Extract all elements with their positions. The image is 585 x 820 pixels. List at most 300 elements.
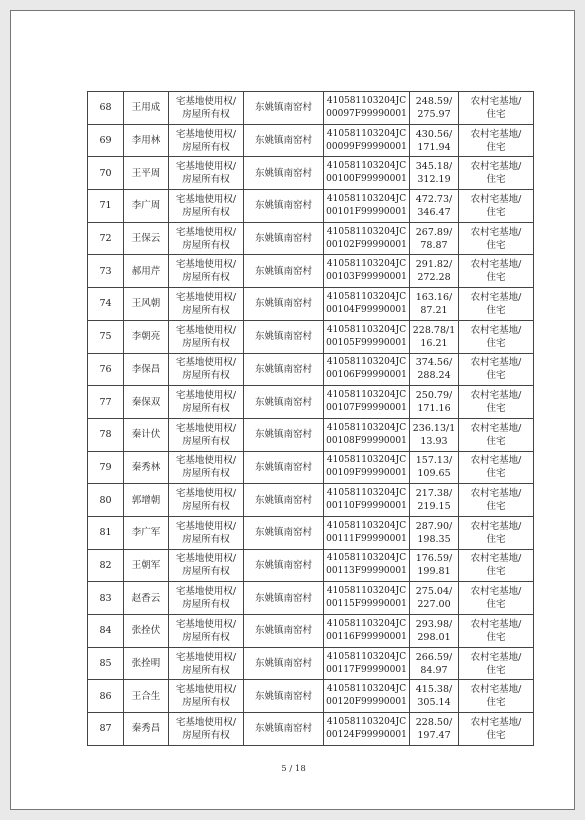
land-use-cell-line: 住宅 — [486, 370, 506, 382]
location-cell: 东姚镇南窑村 — [244, 353, 324, 386]
row-number-cell: 84 — [88, 615, 124, 648]
page-number: 5 / 18 — [281, 764, 306, 774]
parcel-code-cell-line: 00111F99990001 — [326, 533, 407, 544]
land-use-cell-line: 农村宅基地/ — [470, 95, 522, 107]
parcel-code-cell — [324, 288, 410, 321]
location-cell: 东姚镇南窑村 — [244, 92, 324, 125]
owner-name-cell: 郝用芹 — [124, 255, 169, 288]
right-type-cell — [169, 615, 244, 648]
row-number-cell: 69 — [88, 124, 124, 157]
table-row — [88, 549, 534, 582]
area-cell-line: 415.38/ — [415, 684, 453, 696]
right-type-cell-line: 房屋所有权 — [182, 501, 230, 513]
row-number-cell: 68 — [88, 92, 124, 125]
table-row — [88, 353, 534, 386]
land-use-cell — [459, 713, 534, 746]
parcel-code-cell — [324, 680, 410, 713]
land-use-cell-line: 农村宅基地/ — [470, 488, 522, 500]
land-use-cell — [459, 418, 534, 451]
row-number-cell: 83 — [88, 582, 124, 615]
land-use-cell — [459, 255, 534, 288]
table-row — [88, 451, 534, 484]
parcel-code-cell-line: 410581103204JC — [326, 95, 407, 106]
row-number-cell: 87 — [88, 713, 124, 746]
right-type-cell — [169, 451, 244, 484]
area-cell-line: 163.16/ — [415, 291, 453, 303]
land-use-cell — [459, 320, 534, 353]
area-cell — [410, 516, 459, 549]
land-use-cell-line: 住宅 — [486, 337, 506, 349]
area-cell-line: 248.59/ — [415, 95, 453, 107]
location-cell: 东姚镇南窑村 — [244, 157, 324, 190]
land-use-cell — [459, 680, 534, 713]
area-cell — [410, 582, 459, 615]
land-use-cell-line: 农村宅基地/ — [470, 291, 522, 303]
right-type-cell — [169, 386, 244, 419]
area-cell — [410, 124, 459, 157]
area-cell-line: 305.14 — [417, 697, 451, 709]
owner-name-cell: 李广军 — [124, 516, 169, 549]
owner-name-cell: 王用成 — [124, 92, 169, 125]
right-type-cell — [169, 418, 244, 451]
parcel-code-cell — [324, 549, 410, 582]
right-type-cell-line: 房屋所有权 — [182, 206, 230, 218]
owner-name-cell: 李朝亮 — [124, 320, 169, 353]
owner-name-cell: 郭增朝 — [124, 484, 169, 517]
right-type-cell — [169, 647, 244, 680]
owner-name-cell: 李保昌 — [124, 353, 169, 386]
land-use-cell-line: 住宅 — [486, 729, 506, 741]
land-use-cell-line: 住宅 — [486, 468, 506, 480]
land-use-cell — [459, 386, 534, 419]
area-cell — [410, 255, 459, 288]
row-number-cell: 76 — [88, 353, 124, 386]
row-number-cell: 86 — [88, 680, 124, 713]
right-type-cell-line: 房屋所有权 — [182, 304, 230, 316]
land-use-cell — [459, 353, 534, 386]
parcel-code-cell-line: 410581103204JC — [326, 586, 407, 597]
area-cell-line: 198.35 — [417, 533, 451, 545]
land-use-cell — [459, 124, 534, 157]
right-type-cell-line: 宅基地使用权/ — [175, 488, 237, 500]
owner-name-cell: 张拴明 — [124, 647, 169, 680]
land-use-cell-line: 农村宅基地/ — [470, 357, 522, 369]
area-cell — [410, 647, 459, 680]
parcel-code-cell — [324, 615, 410, 648]
parcel-code-cell-line: 00108F99990001 — [326, 435, 407, 446]
parcel-code-cell-line: 00104F99990001 — [326, 304, 407, 315]
location-cell: 东姚镇南窑村 — [244, 124, 324, 157]
parcel-code-cell-line: 00107F99990001 — [326, 403, 407, 414]
area-cell — [410, 418, 459, 451]
right-type-cell — [169, 124, 244, 157]
land-use-cell-line: 住宅 — [486, 108, 506, 120]
right-type-cell-line: 宅基地使用权/ — [175, 226, 237, 238]
right-type-cell — [169, 582, 244, 615]
area-cell-line: 250.79/ — [415, 390, 453, 402]
land-use-cell-line: 住宅 — [486, 566, 506, 578]
land-use-cell — [459, 157, 534, 190]
row-number-cell: 73 — [88, 255, 124, 288]
land-use-cell-line: 住宅 — [486, 533, 506, 545]
parcel-code-cell-line: 00101F99990001 — [326, 206, 407, 217]
table-row — [88, 92, 534, 125]
area-cell — [410, 451, 459, 484]
area-cell-line: 109.65 — [417, 468, 451, 480]
parcel-code-cell-line: 410581103204JC — [326, 390, 407, 401]
right-type-cell — [169, 222, 244, 255]
parcel-code-cell-line: 410581103204JC — [326, 716, 407, 727]
right-type-cell-line: 宅基地使用权/ — [175, 422, 237, 434]
land-use-cell-line: 农村宅基地/ — [470, 390, 522, 402]
right-type-cell — [169, 713, 244, 746]
parcel-code-cell — [324, 451, 410, 484]
land-use-cell-line: 农村宅基地/ — [470, 161, 522, 173]
right-type-cell — [169, 516, 244, 549]
area-cell-line: 84.97 — [420, 664, 448, 676]
row-number-cell: 77 — [88, 386, 124, 419]
table-row — [88, 157, 534, 190]
right-type-cell-line: 宅基地使用权/ — [175, 651, 237, 663]
parcel-code-cell — [324, 484, 410, 517]
area-cell-line: 298.01 — [417, 631, 451, 643]
parcel-code-cell-line: 00099F99990001 — [326, 141, 407, 152]
area-cell-line: 87.21 — [420, 304, 448, 316]
owner-name-cell: 王朝军 — [124, 549, 169, 582]
right-type-cell — [169, 288, 244, 321]
parcel-code-cell-line: 410581103204JC — [326, 618, 407, 629]
parcel-code-cell-line: 00117F99990001 — [326, 664, 407, 675]
right-type-cell-line: 宅基地使用权/ — [175, 455, 237, 467]
land-use-cell-line: 农村宅基地/ — [470, 520, 522, 532]
parcel-code-cell — [324, 255, 410, 288]
area-cell — [410, 190, 459, 223]
right-type-cell-line: 房屋所有权 — [182, 239, 230, 251]
right-type-cell-line: 房屋所有权 — [182, 174, 230, 186]
area-cell-line: 176.59/ — [415, 553, 453, 565]
right-type-cell-line: 宅基地使用权/ — [175, 161, 237, 173]
parcel-code-cell-line: 410581103204JC — [326, 553, 407, 564]
land-use-cell — [459, 190, 534, 223]
land-use-cell-line: 住宅 — [486, 501, 506, 513]
right-type-cell — [169, 680, 244, 713]
parcel-code-cell-line: 00100F99990001 — [326, 174, 407, 185]
parcel-code-cell-line: 410581103204JC — [326, 161, 407, 172]
area-cell-line: 197.47 — [417, 729, 451, 741]
parcel-code-cell — [324, 516, 410, 549]
right-type-cell-line: 房屋所有权 — [182, 664, 230, 676]
owner-name-cell: 秦保双 — [124, 386, 169, 419]
area-cell-line: 346.47 — [417, 206, 451, 218]
area-cell-line: 171.94 — [417, 141, 451, 153]
area-cell-line: 157.13/ — [415, 455, 453, 467]
right-type-cell-line: 房屋所有权 — [182, 370, 230, 382]
area-cell-line: 13.93 — [420, 435, 448, 447]
parcel-code-cell-line: 00102F99990001 — [326, 239, 407, 250]
right-type-cell-line: 房屋所有权 — [182, 435, 230, 447]
land-use-cell — [459, 92, 534, 125]
right-type-cell-line: 房屋所有权 — [182, 729, 230, 741]
area-cell-line: 374.56/ — [415, 357, 453, 369]
parcel-code-cell-line: 00115F99990001 — [326, 599, 407, 610]
right-type-cell — [169, 484, 244, 517]
parcel-code-cell-line: 410581103204JC — [326, 357, 407, 368]
table-row — [88, 190, 534, 223]
parcel-code-cell-line: 00097F99990001 — [326, 108, 407, 119]
location-cell: 东姚镇南窑村 — [244, 713, 324, 746]
land-use-cell — [459, 484, 534, 517]
area-cell — [410, 222, 459, 255]
area-cell-line: 199.81 — [417, 566, 451, 578]
parcel-code-cell-line: 00106F99990001 — [326, 370, 407, 381]
area-cell-line: 291.82/ — [415, 259, 453, 271]
land-use-cell-line: 农村宅基地/ — [470, 618, 522, 630]
location-cell: 东姚镇南窑村 — [244, 288, 324, 321]
parcel-code-cell — [324, 582, 410, 615]
table-row — [88, 222, 534, 255]
land-use-cell — [459, 516, 534, 549]
area-cell — [410, 288, 459, 321]
area-cell-line: 293.98/ — [415, 618, 453, 630]
land-use-cell-line: 农村宅基地/ — [470, 586, 522, 598]
parcel-code-cell-line: 410581103204JC — [326, 226, 407, 237]
area-cell-line: 171.16 — [417, 403, 451, 415]
table-row — [88, 418, 534, 451]
right-type-cell — [169, 320, 244, 353]
area-cell — [410, 320, 459, 353]
row-number-cell: 79 — [88, 451, 124, 484]
right-type-cell — [169, 190, 244, 223]
parcel-code-cell-line: 00109F99990001 — [326, 468, 407, 479]
table-row — [88, 288, 534, 321]
row-number-cell: 71 — [88, 190, 124, 223]
parcel-code-cell-line: 00116F99990001 — [326, 631, 407, 642]
row-number-cell: 80 — [88, 484, 124, 517]
area-cell — [410, 484, 459, 517]
area-cell — [410, 615, 459, 648]
location-cell: 东姚镇南窑村 — [244, 190, 324, 223]
right-type-cell-line: 宅基地使用权/ — [175, 390, 237, 402]
row-number-cell: 82 — [88, 549, 124, 582]
land-use-cell-line: 农村宅基地/ — [470, 651, 522, 663]
parcel-code-cell-line: 410581103204JC — [326, 684, 407, 695]
right-type-cell — [169, 92, 244, 125]
land-use-cell-line: 住宅 — [486, 435, 506, 447]
table-row — [88, 320, 534, 353]
table-row — [88, 255, 534, 288]
table-body — [88, 92, 534, 746]
owner-name-cell: 秦计伏 — [124, 418, 169, 451]
table-row — [88, 680, 534, 713]
area-cell-line: 472.73/ — [415, 193, 453, 205]
location-cell: 东姚镇南窑村 — [244, 549, 324, 582]
right-type-cell-line: 宅基地使用权/ — [175, 128, 237, 140]
table-row — [88, 582, 534, 615]
parcel-code-cell-line: 00110F99990001 — [326, 501, 407, 512]
area-cell-line: 16.21 — [420, 337, 448, 349]
area-cell-line: 272.28 — [417, 272, 451, 284]
right-type-cell-line: 宅基地使用权/ — [175, 357, 237, 369]
table-row — [88, 386, 534, 419]
parcel-code-cell-line: 410581103204JC — [326, 259, 407, 270]
parcel-code-cell — [324, 647, 410, 680]
land-use-cell-line: 住宅 — [486, 272, 506, 284]
table-row — [88, 647, 534, 680]
right-type-cell — [169, 255, 244, 288]
area-cell — [410, 713, 459, 746]
parcel-code-cell — [324, 353, 410, 386]
location-cell: 东姚镇南窑村 — [244, 582, 324, 615]
location-cell: 东姚镇南窑村 — [244, 418, 324, 451]
location-cell: 东姚镇南窑村 — [244, 647, 324, 680]
table-row — [88, 615, 534, 648]
parcel-code-cell-line: 410581103204JC — [326, 455, 407, 466]
area-cell-line: 312.19 — [417, 174, 451, 186]
area-cell-line: 275.97 — [417, 108, 451, 120]
owner-name-cell: 张拴伏 — [124, 615, 169, 648]
parcel-code-cell — [324, 222, 410, 255]
land-use-cell-line: 住宅 — [486, 206, 506, 218]
right-type-cell-line: 房屋所有权 — [182, 468, 230, 480]
area-cell-line: 345.18/ — [415, 161, 453, 173]
land-use-cell-line: 农村宅基地/ — [470, 716, 522, 728]
parcel-code-cell — [324, 92, 410, 125]
owner-name-cell: 李用林 — [124, 124, 169, 157]
parcel-code-cell-line: 410581103204JC — [326, 488, 407, 499]
right-type-cell — [169, 157, 244, 190]
row-number-cell: 85 — [88, 647, 124, 680]
owner-name-cell: 王平周 — [124, 157, 169, 190]
parcel-code-cell-line: 410581103204JC — [326, 324, 407, 335]
area-cell-line: 219.15 — [417, 501, 451, 513]
area-cell-line: 430.56/ — [415, 128, 453, 140]
right-type-cell-line: 宅基地使用权/ — [175, 586, 237, 598]
land-use-cell-line: 农村宅基地/ — [470, 455, 522, 467]
right-type-cell-line: 房屋所有权 — [182, 566, 230, 578]
land-use-cell-line: 住宅 — [486, 304, 506, 316]
area-cell-line: 236.13/1 — [412, 422, 456, 434]
table-row — [88, 713, 534, 746]
owner-name-cell: 王风朝 — [124, 288, 169, 321]
area-cell-line: 217.38/ — [415, 488, 453, 500]
land-use-cell-line: 住宅 — [486, 403, 506, 415]
right-type-cell-line: 宅基地使用权/ — [175, 291, 237, 303]
row-number-cell: 75 — [88, 320, 124, 353]
right-type-cell-line: 宅基地使用权/ — [175, 520, 237, 532]
land-use-cell-line: 农村宅基地/ — [470, 259, 522, 271]
document-page — [10, 10, 575, 810]
area-cell — [410, 680, 459, 713]
land-use-cell-line: 住宅 — [486, 599, 506, 611]
right-type-cell-line: 宅基地使用权/ — [175, 95, 237, 107]
parcel-code-cell-line: 00103F99990001 — [326, 272, 407, 283]
parcel-code-cell-line: 410581103204JC — [326, 520, 407, 531]
land-use-cell — [459, 647, 534, 680]
owner-name-cell: 赵香云 — [124, 582, 169, 615]
right-type-cell-line: 房屋所有权 — [182, 631, 230, 643]
parcel-code-cell — [324, 418, 410, 451]
land-use-cell-line: 住宅 — [486, 664, 506, 676]
area-cell — [410, 157, 459, 190]
row-number-cell: 74 — [88, 288, 124, 321]
right-type-cell-line: 房屋所有权 — [182, 403, 230, 415]
land-use-cell-line: 农村宅基地/ — [470, 226, 522, 238]
right-type-cell-line: 房屋所有权 — [182, 141, 230, 153]
right-type-cell-line: 房屋所有权 — [182, 599, 230, 611]
right-type-cell-line: 宅基地使用权/ — [175, 684, 237, 696]
land-use-cell-line: 农村宅基地/ — [470, 193, 522, 205]
row-number-cell: 72 — [88, 222, 124, 255]
land-use-cell-line: 农村宅基地/ — [470, 128, 522, 140]
parcel-code-cell — [324, 124, 410, 157]
parcel-code-cell — [324, 190, 410, 223]
row-number-cell: 70 — [88, 157, 124, 190]
land-use-cell-line: 住宅 — [486, 141, 506, 153]
area-cell-line: 287.90/ — [415, 520, 453, 532]
right-type-cell-line: 房屋所有权 — [182, 337, 230, 349]
land-use-cell — [459, 549, 534, 582]
land-use-cell — [459, 451, 534, 484]
right-type-cell-line: 宅基地使用权/ — [175, 193, 237, 205]
location-cell: 东姚镇南窑村 — [244, 615, 324, 648]
area-cell-line: 267.89/ — [415, 226, 453, 238]
parcel-code-cell — [324, 157, 410, 190]
land-use-cell-line: 住宅 — [486, 239, 506, 251]
land-use-cell — [459, 615, 534, 648]
land-use-cell-line: 住宅 — [486, 174, 506, 186]
land-use-cell-line: 农村宅基地/ — [470, 422, 522, 434]
area-cell — [410, 92, 459, 125]
area-cell-line: 228.50/ — [415, 716, 453, 728]
area-cell-line: 227.00 — [417, 599, 451, 611]
parcel-code-cell-line: 410581103204JC — [326, 651, 407, 662]
table-row — [88, 124, 534, 157]
right-type-cell — [169, 549, 244, 582]
table-row — [88, 484, 534, 517]
right-type-cell-line: 房屋所有权 — [182, 697, 230, 709]
location-cell: 东姚镇南窑村 — [244, 451, 324, 484]
location-cell: 东姚镇南窑村 — [244, 255, 324, 288]
area-cell-line: 228.78/1 — [412, 324, 456, 336]
parcel-code-cell — [324, 320, 410, 353]
right-type-cell-line: 房屋所有权 — [182, 272, 230, 284]
location-cell: 东姚镇南窑村 — [244, 222, 324, 255]
location-cell: 东姚镇南窑村 — [244, 680, 324, 713]
right-type-cell-line: 宅基地使用权/ — [175, 259, 237, 271]
parcel-code-cell-line: 410581103204JC — [326, 422, 407, 433]
row-number-cell: 81 — [88, 516, 124, 549]
right-type-cell-line: 宅基地使用权/ — [175, 716, 237, 728]
row-number-cell: 78 — [88, 418, 124, 451]
land-use-cell — [459, 222, 534, 255]
right-type-cell-line: 房屋所有权 — [182, 108, 230, 120]
land-use-cell — [459, 288, 534, 321]
area-cell-line: 288.24 — [417, 370, 451, 382]
parcel-code-cell — [324, 713, 410, 746]
registration-table — [87, 91, 534, 746]
parcel-code-cell-line: 00120F99990001 — [326, 697, 407, 708]
parcel-code-cell-line: 410581103204JC — [326, 291, 407, 302]
parcel-code-cell-line: 410581103204JC — [326, 128, 407, 139]
land-use-cell-line: 农村宅基地/ — [470, 684, 522, 696]
owner-name-cell: 王合生 — [124, 680, 169, 713]
area-cell-line: 275.04/ — [415, 586, 453, 598]
parcel-code-cell-line: 00113F99990001 — [326, 566, 407, 577]
land-use-cell-line: 农村宅基地/ — [470, 553, 522, 565]
right-type-cell-line: 宅基地使用权/ — [175, 553, 237, 565]
parcel-code-cell — [324, 386, 410, 419]
parcel-code-cell-line: 410581103204JC — [326, 193, 407, 204]
